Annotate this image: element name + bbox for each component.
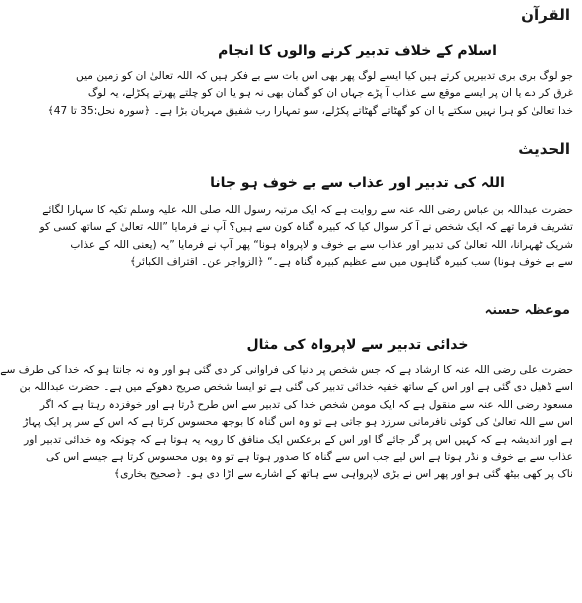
quran-heading: القرآن bbox=[521, 6, 570, 24]
quran-line: جو لوگ بری بری تدبیریں کرتے ہیں کیا ایسے لوگ پھر بھی اس بات سے بے فکر ہیں کہ اللہ تعالیٰ ان کو زمین میں bbox=[76, 70, 573, 82]
hadith-line: سے بے خوف ہونا) سب کبیرہ گناہوں میں سے عظیم کبیرہ گناہ ہے۔“ ﴿الزواجر عن۔ اقتراف الکبائر﴾ bbox=[129, 256, 573, 269]
quran-line: غرق کر دے یا ان پر ایسے موقع سے عذاب آ پڑے جہاں ان کو گمان بھی نہ ہو یا ان کو چلتے پھرتے پکڑلے، یہ لوگ bbox=[87, 87, 573, 100]
quran-title: اسلام کے خلاف تدبیر کرنے والوں کا انجام bbox=[218, 43, 497, 59]
hadith-heading: الحدیث bbox=[518, 140, 570, 158]
mauiza-line: ہے اور اندیشہ ہے کہ کہیں اس پر گر جائے گا اور اس کے برعکس ایک منافق کا رویہ یہ ہوتا ہے کہ چونکہ وہ خدائی تدبیر اور bbox=[24, 433, 573, 446]
hadith-title: اللہ کی تدبیر اور عذاب سے بے خوف ہو جانا bbox=[210, 175, 505, 191]
mauiza-title: خدائی تدبیر سے لاپرواہ کی مثال bbox=[246, 337, 469, 353]
mauiza-line: حضرت علی رضی اللہ عنہ کا ارشاد ہے کہ جس شخص پر دنیا کی فراوانی کر دی گئی ہو اور وہ نہ جانتا ہو کہ خدا کی طرف سے bbox=[0, 364, 573, 376]
mauiza-line: ناک پر کھی بیٹھ گئی ہو اور پھر اس نے بڑی لاپرواہی سے ہاتھ کے اشارے سے اڑا دی ہو۔ ﴿صحیح بخاری﴾ bbox=[113, 468, 573, 481]
mauiza-line: مسعود رضی اللہ عنہ سے منقول ہے کہ ایک مومن شخص خدا کی تدبیر سے اس طرح ڈرتا ہے اور خوفزدہ رہتا ہے کہ اگر bbox=[39, 398, 573, 411]
mauiza-paragraph bbox=[0, 362, 573, 484]
hadith-paragraph bbox=[39, 202, 573, 272]
quran-line: خدا تعالیٰ کو ہرا نہیں سکتے یا ان کو گھٹاتے گھٹاتے پکڑلے، سو تمہارا رب شفیق مہربان بڑا ہے۔ ﴿سورہ نحل:35 تا 47﴾ bbox=[47, 104, 573, 117]
mauiza-line: عذاب سے بے خوف و نڈر ہوتا ہے اس لیے جب اس سے گناہ کا صدور ہوتا ہے تو وہ یوں محسوس کرتا ہے جیسے اس کی bbox=[46, 451, 573, 464]
hadith-line: تشریف فرما تھے کہ ایک شخص نے آ کر سوال کیا کہ کبیرہ گناہ کون سے ہیں؟ آپ نے فرمایا ”اللہ تعالیٰ کے ساتھ کسی کو bbox=[39, 221, 573, 234]
mauiza-line: اس سے اللہ تعالیٰ کی کوئی نافرمانی سرزد ہو جاتی ہے تو وہ اس گناہ کا بوجھ محسوس کرتا ہے کہ اس کے سر پر ایک پہاڑ bbox=[23, 416, 573, 429]
hadith-line: شریک ٹھہرانا، اللہ تعالیٰ کی تدبیر اور عذاب سے بے خوف و لاپرواہ ہونا“ پھر آپ نے فرمایا ”یہ (یعنی اللہ کے عذاب bbox=[70, 238, 573, 251]
mauiza-line: اسے ڈھیل دی گئی ہے اور اس کے ساتھ خفیہ خدائی تدبیر کی گئی ہے تو ایسا شخص صریح دھوکے میں ہے۔ حضرت عبداللہ بن bbox=[19, 381, 573, 394]
quran-paragraph bbox=[47, 68, 573, 120]
mauiza-heading: موعظہ حسنہ bbox=[484, 303, 570, 318]
hadith-line: حضرت عبداللہ بن عباس رضی اللہ عنہ سے روایت ہے کہ ایک مرتبہ رسول اللہ صلی اللہ علیہ وسلم تکیہ کا سہارا لگائے bbox=[42, 204, 573, 216]
